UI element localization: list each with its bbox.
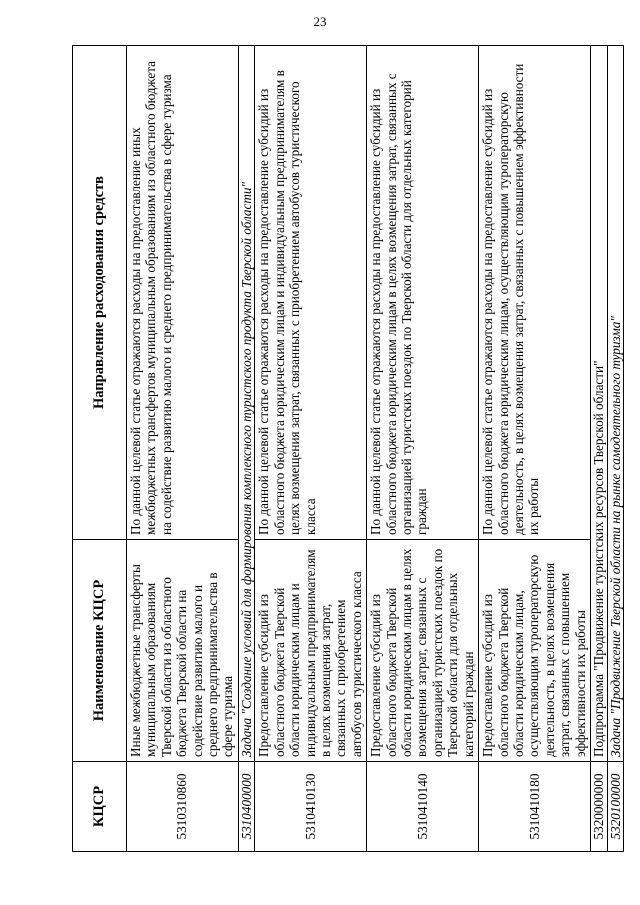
table-row-subprogram — [591, 46, 607, 852]
row-direction: По данной целевой статье отражаются расходы на предоставление субсидий из областного бюджета юридическим лицам в целях возмещения затрат, связанных с организацией туристских поездок по Тверской области для отдельных категорий граждан — [367, 46, 479, 540]
table-row — [479, 46, 591, 852]
row-name: Предоставление субсидий из областного бюджета Тверской области юридическим лицам и индивидуальным предпринимателям в целях возмещения затрат, связанных с приобретением автобусов туристического класса — [255, 540, 367, 762]
row-span-text: Подпрограмма "Продвижение туристских ресурсов Тверской области" — [591, 46, 607, 762]
row-code: 5310410140 — [367, 762, 479, 852]
row-direction: По данной целевой статье отражаются расходы на предоставление субсидий из областного бюджета юридическим лицам, осуществляющим туроператорскую деятельность, в целях возмещения затрат, связанных с повышением эффективности их работы — [479, 46, 591, 540]
table-row-task — [239, 46, 255, 852]
table-row — [127, 46, 239, 852]
header-name: Наименование КЦСР — [73, 540, 127, 762]
table-row-task — [607, 46, 623, 852]
row-code: 5310410130 — [255, 762, 367, 852]
header-code: КЦСР — [73, 762, 127, 852]
row-code: 5320100000 — [607, 762, 623, 852]
header-direction: Направление расходования средств — [73, 46, 127, 540]
row-span-text: Задача "Продвижение Тверской области на рынке самодеятельного туризма" — [607, 46, 623, 762]
row-direction: По данной целевой статье отражаются расходы на предоставление иных межбюджетных трансфертов муниципальным образованиям из областного бюджета на содействие развитию малого и среднего предпринимательства в сфере туризма — [127, 46, 239, 540]
kcsr-table — [72, 45, 624, 852]
row-name: Предоставление субсидий из областного бюджета Тверской области юридическим лицам, осуществляющим туроператорскую деятельность, в целях возмещения затрат, связанных с повышением эффективности их работы — [479, 540, 591, 762]
row-name: Иные межбюджетные трансферты муниципальным образованиям Тверской области из областного бюджета Тверской области на содействие развитию малого и среднего предпринимательства в сфере туризма — [127, 540, 239, 762]
row-name: Предоставление субсидий из областного бюджета Тверской области юридическим лицам в целях возмещения затрат, связанных с организацией туристских поездок по Тверской области для отдельных категорий граждан — [367, 540, 479, 762]
row-span-text: Задача "Создание условий для формирования комплексного туристского продукта Тверской области" — [239, 46, 255, 762]
row-code: 5310410180 — [479, 762, 591, 852]
row-code: 5310400000 — [239, 762, 255, 852]
table-row — [255, 46, 367, 852]
table-row — [367, 46, 479, 852]
rotated-table-wrapper — [72, 46, 623, 852]
row-direction: По данной целевой статье отражаются расходы на предоставление субсидий из областного бюджета юридическим лицам и индивидуальным предпринимателям в целях возмещения затрат, связанных с приобретением автобусов туристического класса — [255, 46, 367, 540]
table-header-row — [73, 46, 127, 852]
row-code: 5320000000 — [591, 762, 607, 852]
row-code: 5310310860 — [127, 762, 239, 852]
page-number: 23 — [313, 14, 327, 29]
